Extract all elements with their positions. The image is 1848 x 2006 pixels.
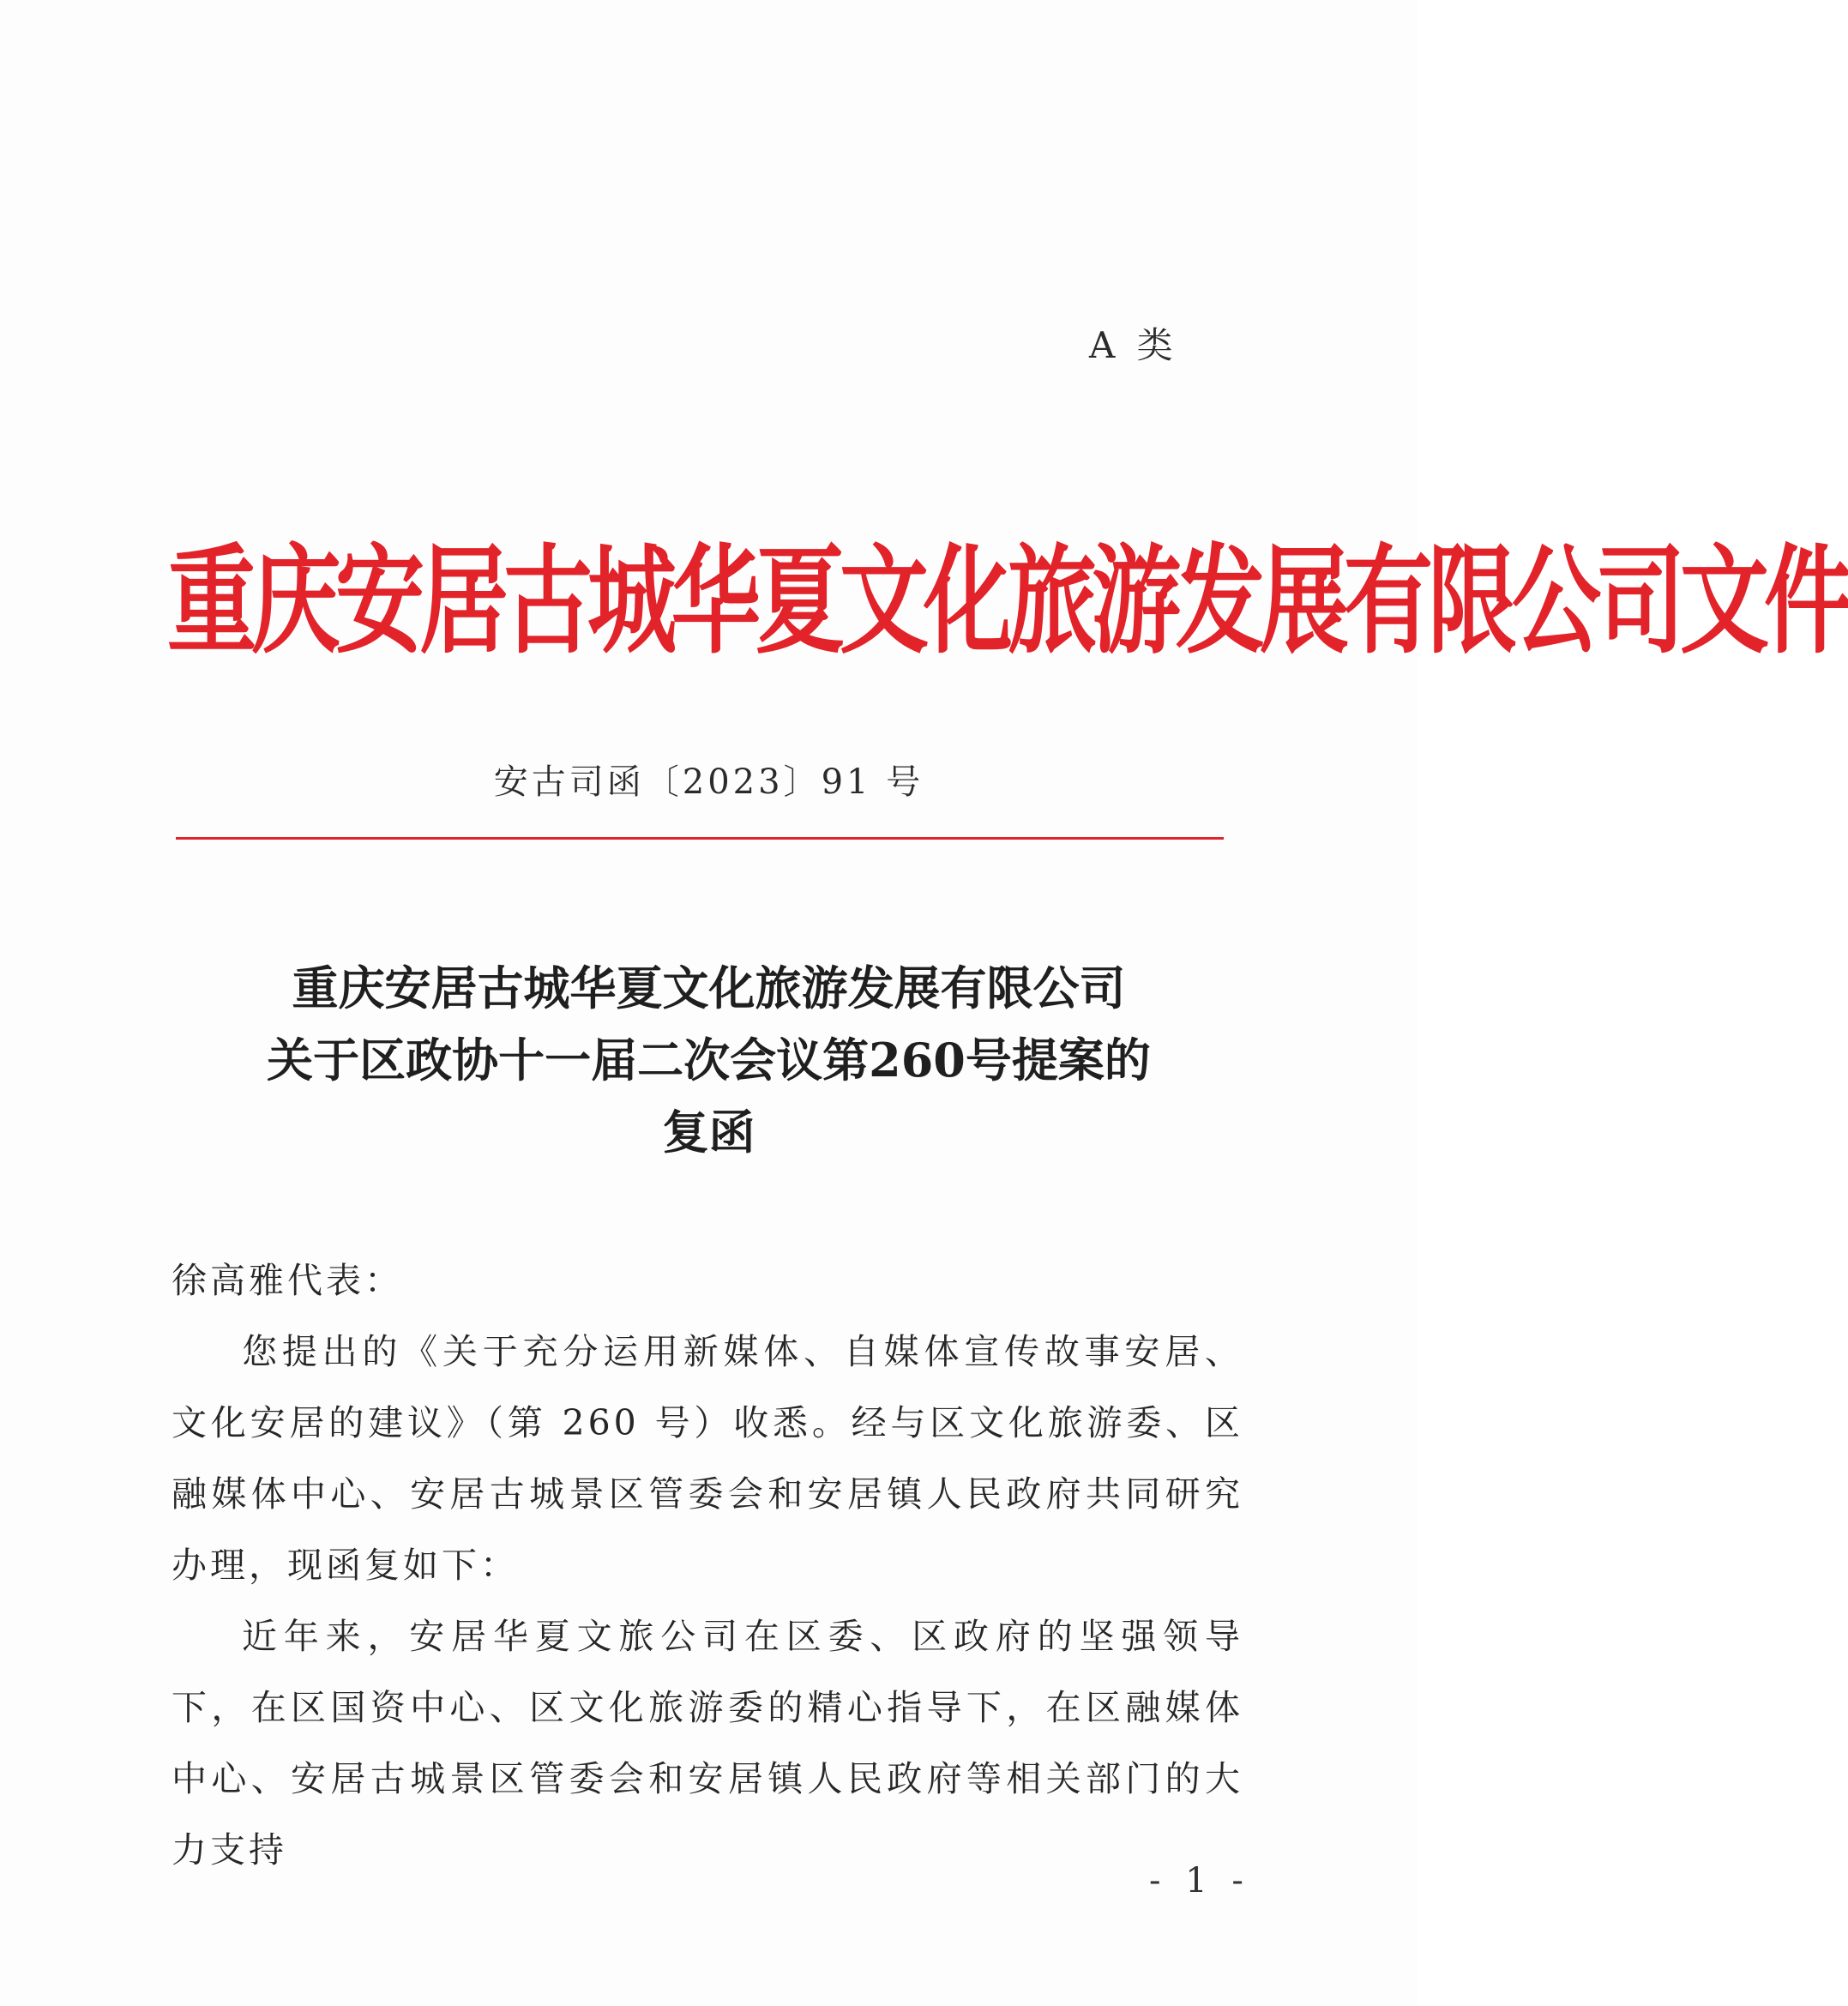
salutation: 徐高雅代表： [172,1260,403,1301]
letter-title [0,952,1418,1168]
page-number: - 1 - [1149,1861,1250,1901]
body-paragraph-1: 您提出的《关于充分运用新媒体、自媒体宣传故事安居、文化安居的建议》（第 260 号）收悉。经与区文化旅游委、区融媒体中心、安居古城景区管委会和安居镇人民政府共同研究办理，现函复如下： [172,1331,1243,1586]
body-paragraph-2: 近年来，安居华夏文旅公司在区委、区政府的坚强领导下，在区国资中心、区文化旅游委的精心指导下，在区融媒体中心、安居古城景区管委会和安居镇人民政府等相关部门的大力支持 [172,1616,1243,1870]
document-number: 安古司函〔2023〕91 号 [493,762,924,802]
title-line-3: 复函 [662,1105,755,1160]
letter-body [172,1245,1243,1886]
header-divider [176,837,1224,840]
classification-label: A 类 [1089,324,1178,366]
title-line-1: 重庆安居古城华夏文化旅游发展有限公司 [292,961,1126,1015]
title-line-2: 关于区政协十一届二次会议第260号提案的 [267,1033,1151,1087]
org-header-title: 重庆安居古城华夏文化旅游发展有限公司文件 [167,532,1848,671]
